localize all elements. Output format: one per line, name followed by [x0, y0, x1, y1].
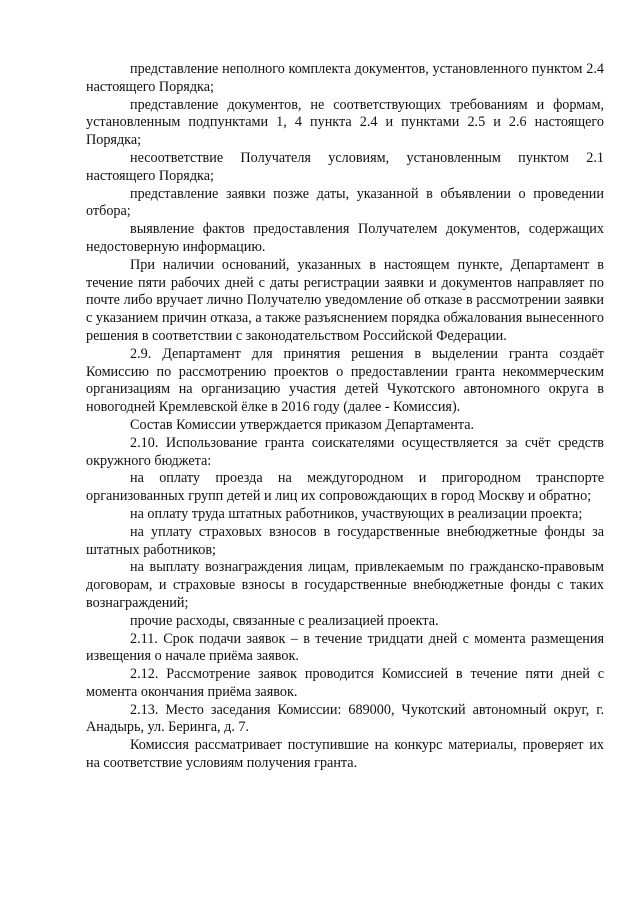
- paragraph: представление неполного комплекта документов, установленного пунктом 2.4 настоящего Порядка;: [86, 61, 604, 95]
- paragraph: 2.9. Департамент для принятия решения в выделении гранта создаёт Комиссию по рассмотрению проектов о предоставлении гранта некоммерческим организациям на организацию участия детей Чукотского автономного округа в новогодней Кремлевской ёлке в 2016 году (далее - Комиссия).: [86, 345, 604, 416]
- paragraph: на оплату проезда на междугородном и пригородном транспорте организованных групп детей и лиц их сопровождающих в город Москву и обратно;: [86, 470, 604, 505]
- paragraph: 2.11. Срок подачи заявок – в течение тридцати дней с момента размещения извещения о начале приёма заявок.: [86, 630, 604, 665]
- paragraph: выявление фактов предоставления Получателем документов, содержащих недостоверную информацию.: [86, 221, 604, 255]
- paragraph: представление заявки позже даты, указанной в объявлении о проведении отбора;: [86, 185, 604, 220]
- paragraph: на уплату страховых взносов в государственные внебюджетные фонды за штатных работников;: [86, 523, 604, 558]
- paragraph: 2.12. Рассмотрение заявок проводится Комиссией в течение пяти дней с момента окончания приёма заявок.: [86, 666, 604, 700]
- paragraph: 2.13. Место заседания Комиссии: 689000, Чукотский автономный округ, г. Анадырь, ул. Беринга, д. 7.: [86, 701, 604, 736]
- paragraph: Состав Комиссии утверждается приказом Департамента.: [130, 416, 475, 433]
- paragraph: прочие расходы, связанные с реализацией проекта.: [130, 612, 439, 629]
- paragraph: При наличии оснований, указанных в настоящем пункте, Департамент в течение пяти рабочих дней с даты регистрации заявки и документов направляет по почте либо вручает лично Получателю уведомление об отказе в рассмотрении заявки с указанием причин отказа, а также разъяснением порядка обжалования вынесенного решения в соответствии с законодательством Российской Федерации.: [86, 256, 604, 344]
- document-body: [86, 61, 604, 773]
- paragraph: 2.10. Использование гранта соискателями осуществляется за счёт средств окружного бюджета:: [86, 434, 604, 469]
- paragraph: на оплату труда штатных работников, участвующих в реализации проекта;: [130, 505, 583, 522]
- paragraph: представление документов, не соответствующих требованиям и формам, установленным подпунктами 1, 4 пункта 2.4 и пунктами 2.5 и 2.6 настоящего Порядка;: [86, 96, 604, 149]
- paragraph: Комиссия рассматривает поступившие на конкурс материалы, проверяет их на соответствие условиям получения гранта.: [86, 737, 604, 772]
- paragraph: на выплату вознаграждения лицам, привлекаемым по гражданско-правовым договорам, и страховые взносы в государственные внебюджетные фонды с таких вознаграждений;: [86, 559, 604, 611]
- paragraph: несоответствие Получателя условиям, установленным пунктом 2.1 настоящего Порядка;: [86, 149, 604, 184]
